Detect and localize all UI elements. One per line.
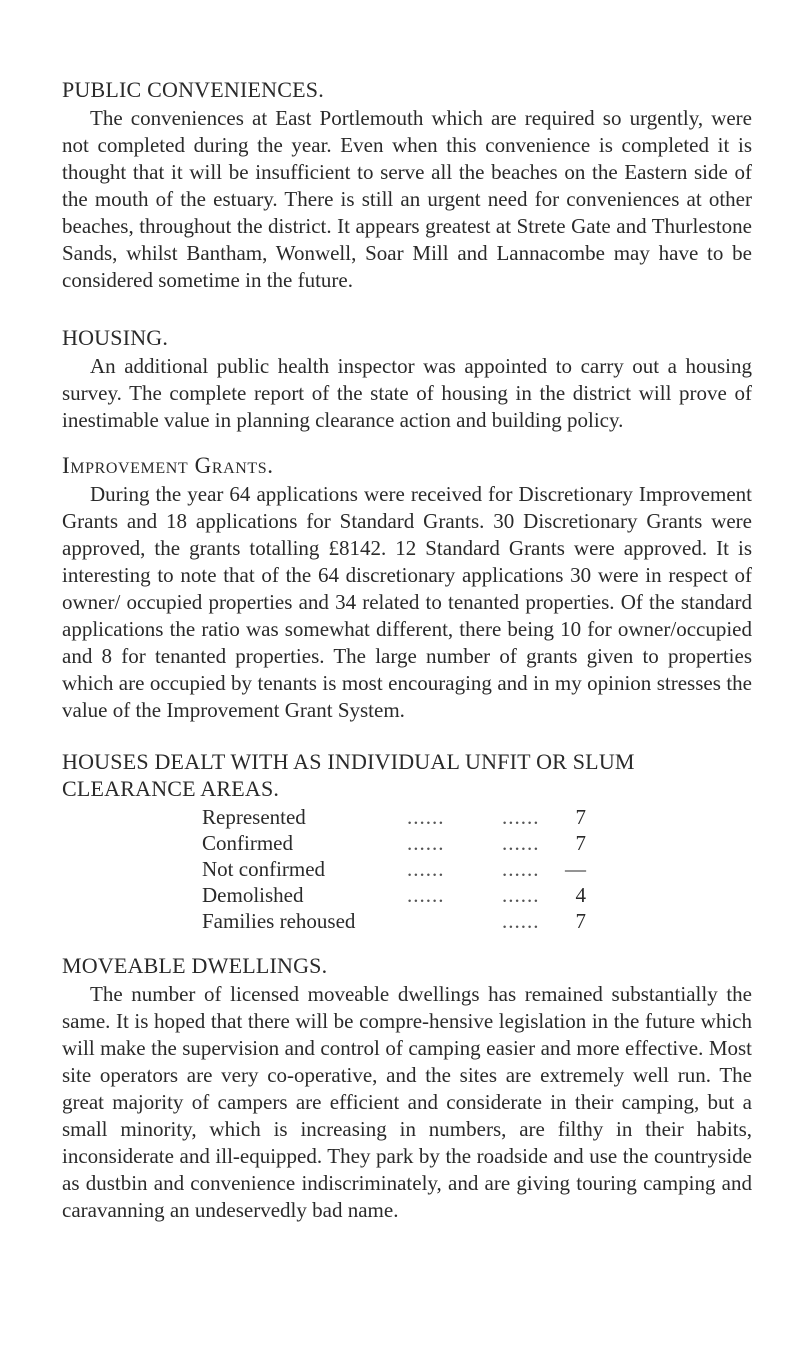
row-label: Represented xyxy=(202,805,306,829)
table-row xyxy=(202,856,586,882)
paragraph-public-conveniences: The conveniences at East Portlemouth which are required so urgently, were not completed during the year. Even when this convenience is completed it is thought that it will be insufficient to serve all the beaches on the Eastern side of the mouth of the estuary. There is still an urgent need for conveniences at other beaches, throughout the district. It appears greatest at Strete Gate and Thurlestone Sands, whilst Bantham, Wonwell, Soar Mill and Lannacombe may have to be considered sometime in the future. xyxy=(62,106,752,292)
row-leader-dots: ...... xyxy=(502,831,540,855)
row-value: 7 xyxy=(575,805,586,829)
heading-housing: HOUSING. xyxy=(62,325,169,350)
row-leader-dots: ...... xyxy=(502,857,540,881)
row-leader-dots xyxy=(407,908,502,934)
section-houses-dealt-with xyxy=(62,748,752,934)
paragraph-housing: An additional public health inspector was appointed to carry out a housing survey. The complete report of the state of housing in the district will prove of inestimable value in planning clearance action and building policy. xyxy=(62,354,752,432)
section-improvement-grants xyxy=(62,452,752,724)
row-leader-dots: ...... xyxy=(407,857,445,881)
section-housing xyxy=(62,324,752,434)
section-moveable-dwellings xyxy=(62,952,752,1224)
row-value: 7 xyxy=(575,831,586,855)
row-label: Demolished xyxy=(202,883,304,907)
document-page xyxy=(62,76,752,1224)
row-label: Confirmed xyxy=(202,831,293,855)
row-leader-dots: ...... xyxy=(502,805,540,829)
paragraph-moveable-dwellings: The number of licensed moveable dwellings has remained substantially the same. It is hoped that there will be compre-hensive legislation in the future which will make the supervision and control of camping easier and more effective. Most site operators are very co-operative, and the sites are extremely well run. The great majority of campers are efficient and considerate in their camping, but a small minority, which is increasing in numbers, are filthy in their habits, inconsiderate and ill-equipped. They park by the roadside and use the countryside as dustbin and convenience indiscriminately, and are giving touring camping and caravanning an undeservedly bad name. xyxy=(62,982,752,1222)
row-value: 7 xyxy=(575,909,586,933)
heading-public-conveniences: PUBLIC CONVENIENCES. xyxy=(62,77,324,102)
houses-statistics-table xyxy=(202,804,586,934)
row-leader-dots: ...... xyxy=(407,805,445,829)
row-leader-dots: ...... xyxy=(407,831,445,855)
heading-improvement-grants: Improvement Grants. xyxy=(62,453,274,478)
row-label: Not confirmed xyxy=(202,857,326,881)
table-row xyxy=(202,882,586,908)
row-leader-dots: ...... xyxy=(407,883,445,907)
table-row xyxy=(202,908,586,934)
row-value: — xyxy=(565,857,586,881)
row-label: Families rehoused xyxy=(202,909,356,933)
table-row xyxy=(202,830,586,856)
heading-moveable-dwellings: MOVEABLE DWELLINGS. xyxy=(62,953,328,978)
section-public-conveniences xyxy=(62,76,752,294)
row-leader-dots: ...... xyxy=(502,909,540,933)
row-leader-dots: ...... xyxy=(502,883,540,907)
row-value: 4 xyxy=(575,883,586,907)
paragraph-improvement-grants: During the year 64 applications were received for Discretionary Improvement Grants and 18 applications for Standard Grants. 30 Discretionary Grants were approved, the grants totalling £8142. 12 Standard Grants were approved. It is interesting to note that of the 64 discretionary applications 30 were in respect of owner/ occupied properties and 34 related to tenanted properties. Of the standard applications the ratio was somewhat different, there being 10 for owner/occupied and 8 for tenanted properties. The large number of grants given to properties which are occupied by tenants is most encouraging and in my opinion stresses the value of the Improvement Grant System. xyxy=(62,482,752,722)
heading-houses-dealt-with: HOUSES DEALT WITH AS INDIVIDUAL UNFIT OR SLUM CLEARANCE AREAS. xyxy=(62,749,635,801)
table-row xyxy=(202,804,586,830)
